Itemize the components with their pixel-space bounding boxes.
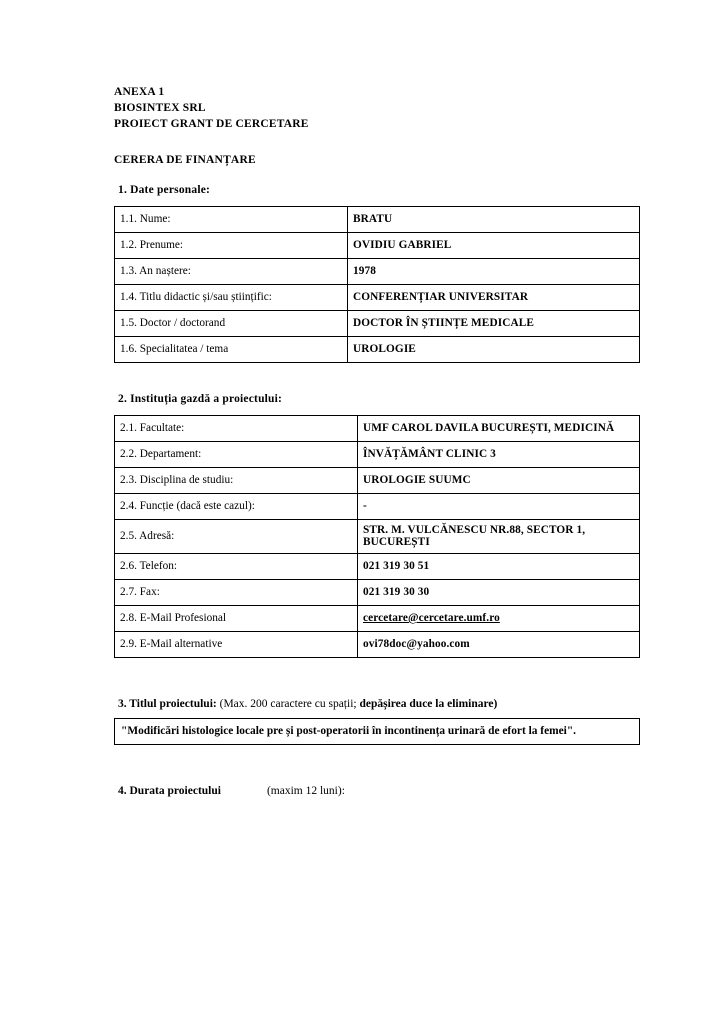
- document-header: [114, 84, 644, 132]
- row-label: 2.8. E-Mail Profesional: [115, 606, 358, 632]
- section-1-heading: 1. Date personale:: [118, 184, 211, 196]
- table-row: [115, 554, 640, 580]
- row-label: 2.1. Facultate:: [115, 416, 358, 442]
- header-line-company: BIOSINTEX SRL: [114, 102, 206, 114]
- row-value: 021 319 30 30: [358, 580, 640, 606]
- row-value: OVIDIU GABRIEL: [348, 233, 640, 259]
- section-4-heading-label: 4. Durata proiectului: [118, 785, 221, 797]
- row-value: ovi78doc@yahoo.com: [358, 632, 640, 658]
- personal-data-table: [114, 206, 640, 363]
- table-row: [115, 468, 640, 494]
- row-value: DOCTOR ÎN ȘTIINȚE MEDICALE: [348, 311, 640, 337]
- table-row: [115, 442, 640, 468]
- row-label: 1.5. Doctor / doctorand: [115, 311, 348, 337]
- table-row: [115, 233, 640, 259]
- header-line-project: PROIECT GRANT DE CERCETARE: [114, 118, 309, 130]
- row-label: 2.3. Disciplina de studiu:: [115, 468, 358, 494]
- row-value: BRATU: [348, 207, 640, 233]
- table-row: [115, 494, 640, 520]
- section-2-heading: 2. Instituția gazdă a proiectului:: [118, 393, 283, 405]
- row-label: 2.9. E-Mail alternative: [115, 632, 358, 658]
- row-value: STR. M. VULCĂNESCU NR.88, SECTOR 1, BUCUREȘTI: [358, 520, 640, 554]
- row-value: UROLOGIE: [348, 337, 640, 363]
- row-value-email-professional: [358, 606, 640, 632]
- header-line-anexa: ANEXA 1: [114, 86, 165, 98]
- row-value: CONFERENȚIAR UNIVERSITAR: [348, 285, 640, 311]
- row-label: 2.6. Telefon:: [115, 554, 358, 580]
- row-label: 2.7. Fax:: [115, 580, 358, 606]
- section-3-note-bold: depășirea duce la eliminare): [359, 698, 498, 710]
- host-institution-table: [114, 415, 640, 658]
- row-label: 2.2. Departament:: [115, 442, 358, 468]
- section-4-heading: [118, 785, 644, 797]
- row-value: 021 319 30 51: [358, 554, 640, 580]
- row-label: 2.5. Adresă:: [115, 520, 358, 554]
- row-value: 1978: [348, 259, 640, 285]
- section-3-heading-bold: 3. Titlul proiectului:: [118, 698, 217, 710]
- row-value: -: [358, 494, 640, 520]
- table-row: [115, 337, 640, 363]
- table-row: [115, 259, 640, 285]
- table-row: [115, 311, 640, 337]
- row-value: UMF CAROL DAVILA BUCUREȘTI, MEDICINĂ: [358, 416, 640, 442]
- table-row: [115, 416, 640, 442]
- project-title-box: "Modificări histologice locale pre și post-operatorii în incontinența urinară de efort la femei".: [114, 718, 640, 745]
- section-4-note: (maxim 12 luni):: [266, 785, 345, 797]
- row-label: 1.3. An naștere:: [115, 259, 348, 285]
- table-row: [115, 520, 640, 554]
- row-value: UROLOGIE SUUMC: [358, 468, 640, 494]
- row-label: 1.4. Titlu didactic și/sau științific:: [115, 285, 348, 311]
- row-label: 1.1. Nume:: [115, 207, 348, 233]
- section-3-note-normal: (Max. 200 caractere cu spații;: [216, 698, 360, 710]
- email-link[interactable]: cercetare@cercetare.umf.ro: [363, 612, 500, 624]
- section-3-heading: [118, 698, 644, 710]
- table-row: [115, 632, 640, 658]
- row-label: 1.6. Specialitatea / tema: [115, 337, 348, 363]
- table-row: [115, 606, 640, 632]
- row-label: 2.4. Funcție (dacă este cazul):: [115, 494, 358, 520]
- document-content: [114, 84, 644, 797]
- table-row: [115, 580, 640, 606]
- table-row: [115, 285, 640, 311]
- form-title: CERERA DE FINANȚARE: [114, 154, 256, 166]
- row-value: ÎNVĂȚĂMÂNT CLINIC 3: [358, 442, 640, 468]
- table-row: [115, 207, 640, 233]
- row-label: 1.2. Prenume:: [115, 233, 348, 259]
